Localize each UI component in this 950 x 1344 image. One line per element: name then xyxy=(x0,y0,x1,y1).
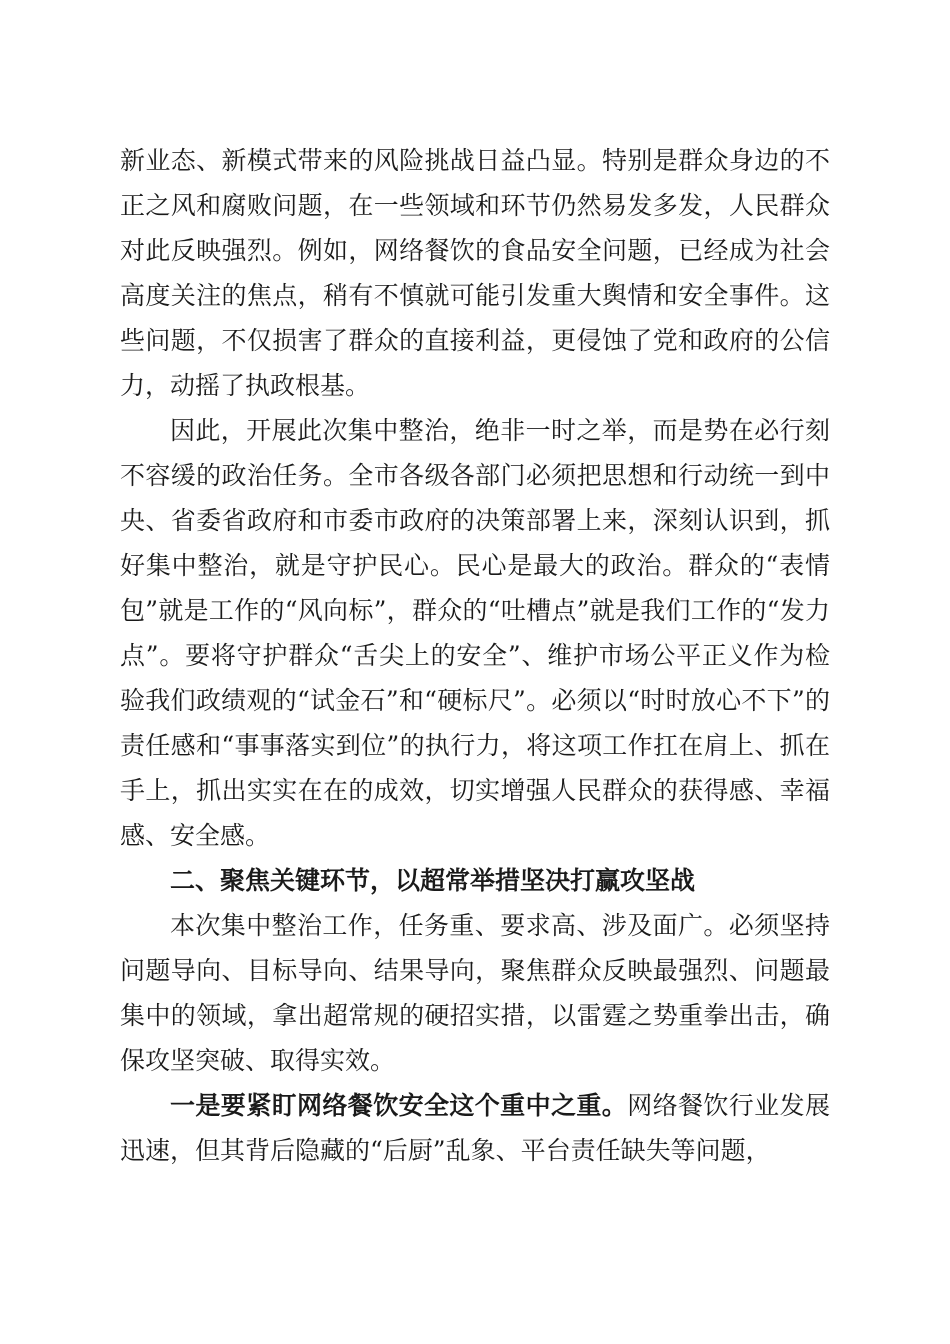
point-one-text: 网络餐饮行业发展迅速，但其背后隐藏的“后厨”乱象、平台责任缺失等问题， xyxy=(120,1091,830,1165)
paragraph-continued: 新业态、新模式带来的风险挑战日益凸显。特别是群众身边的不正之风和腐败问题，在一些领域和环节仍然易发多发，人民群众对此反映强烈。例如，网络餐饮的食品安全问题，已经成为社会高度关注的焦点，稍有不慎就可能引发重大舆情和安全事件。这些问题，不仅损害了群众的直接利益，更侵蚀了党和政府的公信力，动摇了执政根基。 xyxy=(120,146,830,400)
paragraph-therefore: 因此，开展此次集中整治，绝非一时之举，而是势在必行刻不容缓的政治任务。全市各级各部门必须把思想和行动统一到中央、省委省政府和市委市政府的决策部署上来，深刻认识到，抓好集中整治，就是守护民心。民心是最大的政治。群众的“表情包”就是工作的“风向标”，群众的“吐槽点”就是我们工作的“发力点”。要将守护群众“舌尖上的安全”、维护市场公平正义作为检验我们政绩观的“试金石”和“硬标尺”。必须以“时时放心不下”的责任感和“事事落实到位”的执行力，将这项工作扛在肩上、抓在手上，抓出实实在在的成效，切实增强人民群众的获得感、幸福感、安全感。 xyxy=(120,416,830,850)
paragraph-point-one xyxy=(120,1083,830,1173)
paragraph-section-intro: 本次集中整治工作，任务重、要求高、涉及面广。必须坚持问题导向、目标导向、结果导向，聚焦群众反映最强烈、问题最集中的领域，拿出超常规的硬招实措，以雷霆之势重拳出击，确保攻坚突破、取得实效。 xyxy=(120,911,830,1075)
section-heading-2: 二、聚焦关键环节，以超常举措坚决打赢攻坚战 xyxy=(170,866,696,895)
document-body xyxy=(120,138,830,1173)
point-one-lead: 一是要紧盯网络餐饮安全这个重中之重。 xyxy=(170,1091,628,1120)
